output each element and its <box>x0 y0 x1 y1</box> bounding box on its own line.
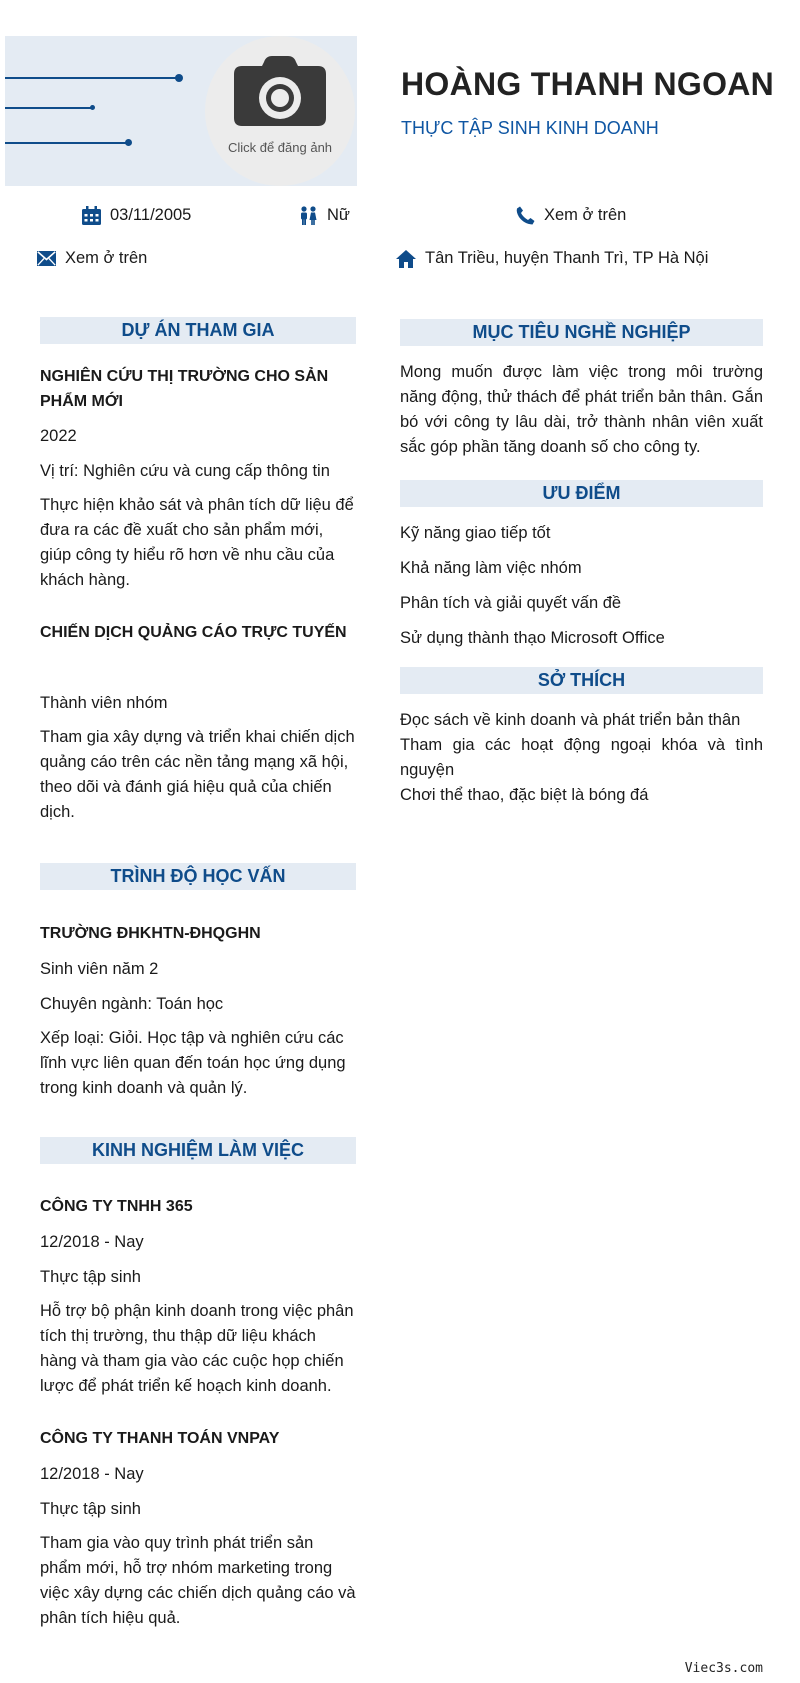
job-period: 12/2018 - Nay <box>40 1233 144 1251</box>
project-description: Tham gia xây dựng và triển khai chiến dịch quảng cáo trên các nền tảng mạng xã hội, theo dõi và đánh giá hiệu quả của chiến dịch. <box>40 728 355 821</box>
strength-item: Sử dụng thành thạo Microsoft Office <box>400 629 665 647</box>
hobby-item: Đọc sách về kinh doanh và phát triển bản thân <box>400 711 741 729</box>
decor-dot <box>90 105 95 110</box>
gender-people-icon <box>299 206 318 225</box>
education-section <box>40 863 356 1101</box>
email-value: Xem ở trên <box>65 249 148 267</box>
job-position: Thực tập sinh <box>40 1500 141 1518</box>
phone-icon <box>516 206 535 225</box>
company-name: CÔNG TY TNHH 365 <box>40 1198 193 1215</box>
gender-value: Nữ <box>327 206 350 224</box>
job-description: Tham gia vào quy trình phát triển sản phẩm mới, hỗ trợ nhóm marketing trong việc xây dựng các chiến dịch quảng cáo và phân tích hiệu quả. <box>40 1534 356 1627</box>
contact-address <box>396 249 708 268</box>
project-role: Vị trí: Nghiên cứu và cung cấp thông tin <box>40 462 330 480</box>
job-position: Thực tập sinh <box>40 1268 141 1286</box>
strength-item: Khả năng làm việc nhóm <box>400 559 582 577</box>
strengths-section <box>400 480 763 651</box>
camera-icon <box>234 56 326 126</box>
decor-dot <box>125 139 132 146</box>
experience-heading: KINH NGHIỆM LÀM VIỆC <box>40 1137 356 1164</box>
contact-phone <box>516 206 626 225</box>
job-period: 12/2018 - Nay <box>40 1465 144 1483</box>
profile-photo-upload[interactable] <box>205 36 355 186</box>
project-year: 2022 <box>40 427 77 445</box>
job-title: THỰC TẬP SINH KINH DOANH <box>401 118 659 138</box>
calendar-icon <box>82 206 101 225</box>
contact-gender <box>299 206 350 225</box>
strength-item: Phân tích và giải quyết vấn đề <box>400 594 622 612</box>
decor-line <box>5 142 129 144</box>
strengths-heading: ƯU ĐIỂM <box>400 480 763 507</box>
projects-section <box>40 317 356 825</box>
company-name: CÔNG TY THANH TOÁN VNPAY <box>40 1430 280 1447</box>
objective-section <box>400 319 763 460</box>
objective-heading: MỤC TIÊU NGHỀ NGHIỆP <box>400 319 763 346</box>
decor-line <box>5 77 179 79</box>
project-title: CHIẾN DỊCH QUẢNG CÁO TRỰC TUYẾN <box>40 624 347 641</box>
objective-text: Mong muốn được làm việc trong môi trường năng động, thử thách để phát triển bản thân. Gắn bó với công ty lâu dài, trở thành nhân viên xuất sắc góp phần tăng doanh số cho công ty. <box>400 363 763 456</box>
watermark: Viec3s.com <box>684 1661 763 1676</box>
project-description: Thực hiện khảo sát và phân tích dữ liệu để đưa ra các đề xuất cho sản phẩm mới, giúp công ty hiểu rõ hơn về nhu cầu của khách hàng. <box>40 496 354 589</box>
birthday-value: 03/11/2005 <box>110 206 192 224</box>
projects-heading: DỰ ÁN THAM GIA <box>40 317 356 344</box>
decor-line <box>5 107 93 109</box>
education-heading: TRÌNH ĐỘ HỌC VẤN <box>40 863 356 890</box>
project-role: Thành viên nhóm <box>40 694 168 712</box>
address-value: Tân Triều, huyện Thanh Trì, TP Hà Nội <box>425 249 709 267</box>
phone-value: Xem ở trên <box>544 206 627 224</box>
strength-item: Kỹ năng giao tiếp tốt <box>400 524 551 542</box>
hobby-item: Chơi thể thao, đặc biệt là bóng đá <box>400 786 649 804</box>
decor-dot <box>175 74 183 82</box>
school-name: TRƯỜNG ĐHKHTN-ĐHQGHN <box>40 925 261 942</box>
job-description: Hỗ trợ bộ phận kinh doanh trong việc phân tích thị trường, thu thập dữ liệu khách hàng và tham gia vào các cuộc họp chiến lược để phát triển kế hoạch kinh doanh. <box>40 1302 354 1395</box>
hobbies-heading: SỞ THÍCH <box>400 667 763 694</box>
experience-section <box>40 1137 356 1631</box>
photo-caption: Click để đăng ảnh <box>227 140 333 155</box>
education-major: Chuyên ngành: Toán học <box>40 995 224 1013</box>
education-year: Sinh viên năm 2 <box>40 960 159 978</box>
hobbies-section <box>400 667 763 808</box>
contact-birthday <box>82 206 191 225</box>
education-description: Xếp loại: Giỏi. Học tập và nghiên cứu các lĩnh vực liên quan đến toán học ứng dụng trong kinh doanh và quản lý. <box>40 1029 346 1097</box>
project-title: NGHIÊN CỨU THỊ TRƯỜNG CHO SẢN PHẨM MỚI <box>40 368 329 410</box>
hobby-item: Tham gia các hoạt động ngoại khóa và tình nguyện <box>400 736 763 779</box>
contact-email <box>37 249 147 268</box>
candidate-name: HOÀNG THANH NGOAN <box>401 66 775 102</box>
home-icon <box>396 250 416 268</box>
envelope-icon <box>37 251 56 266</box>
